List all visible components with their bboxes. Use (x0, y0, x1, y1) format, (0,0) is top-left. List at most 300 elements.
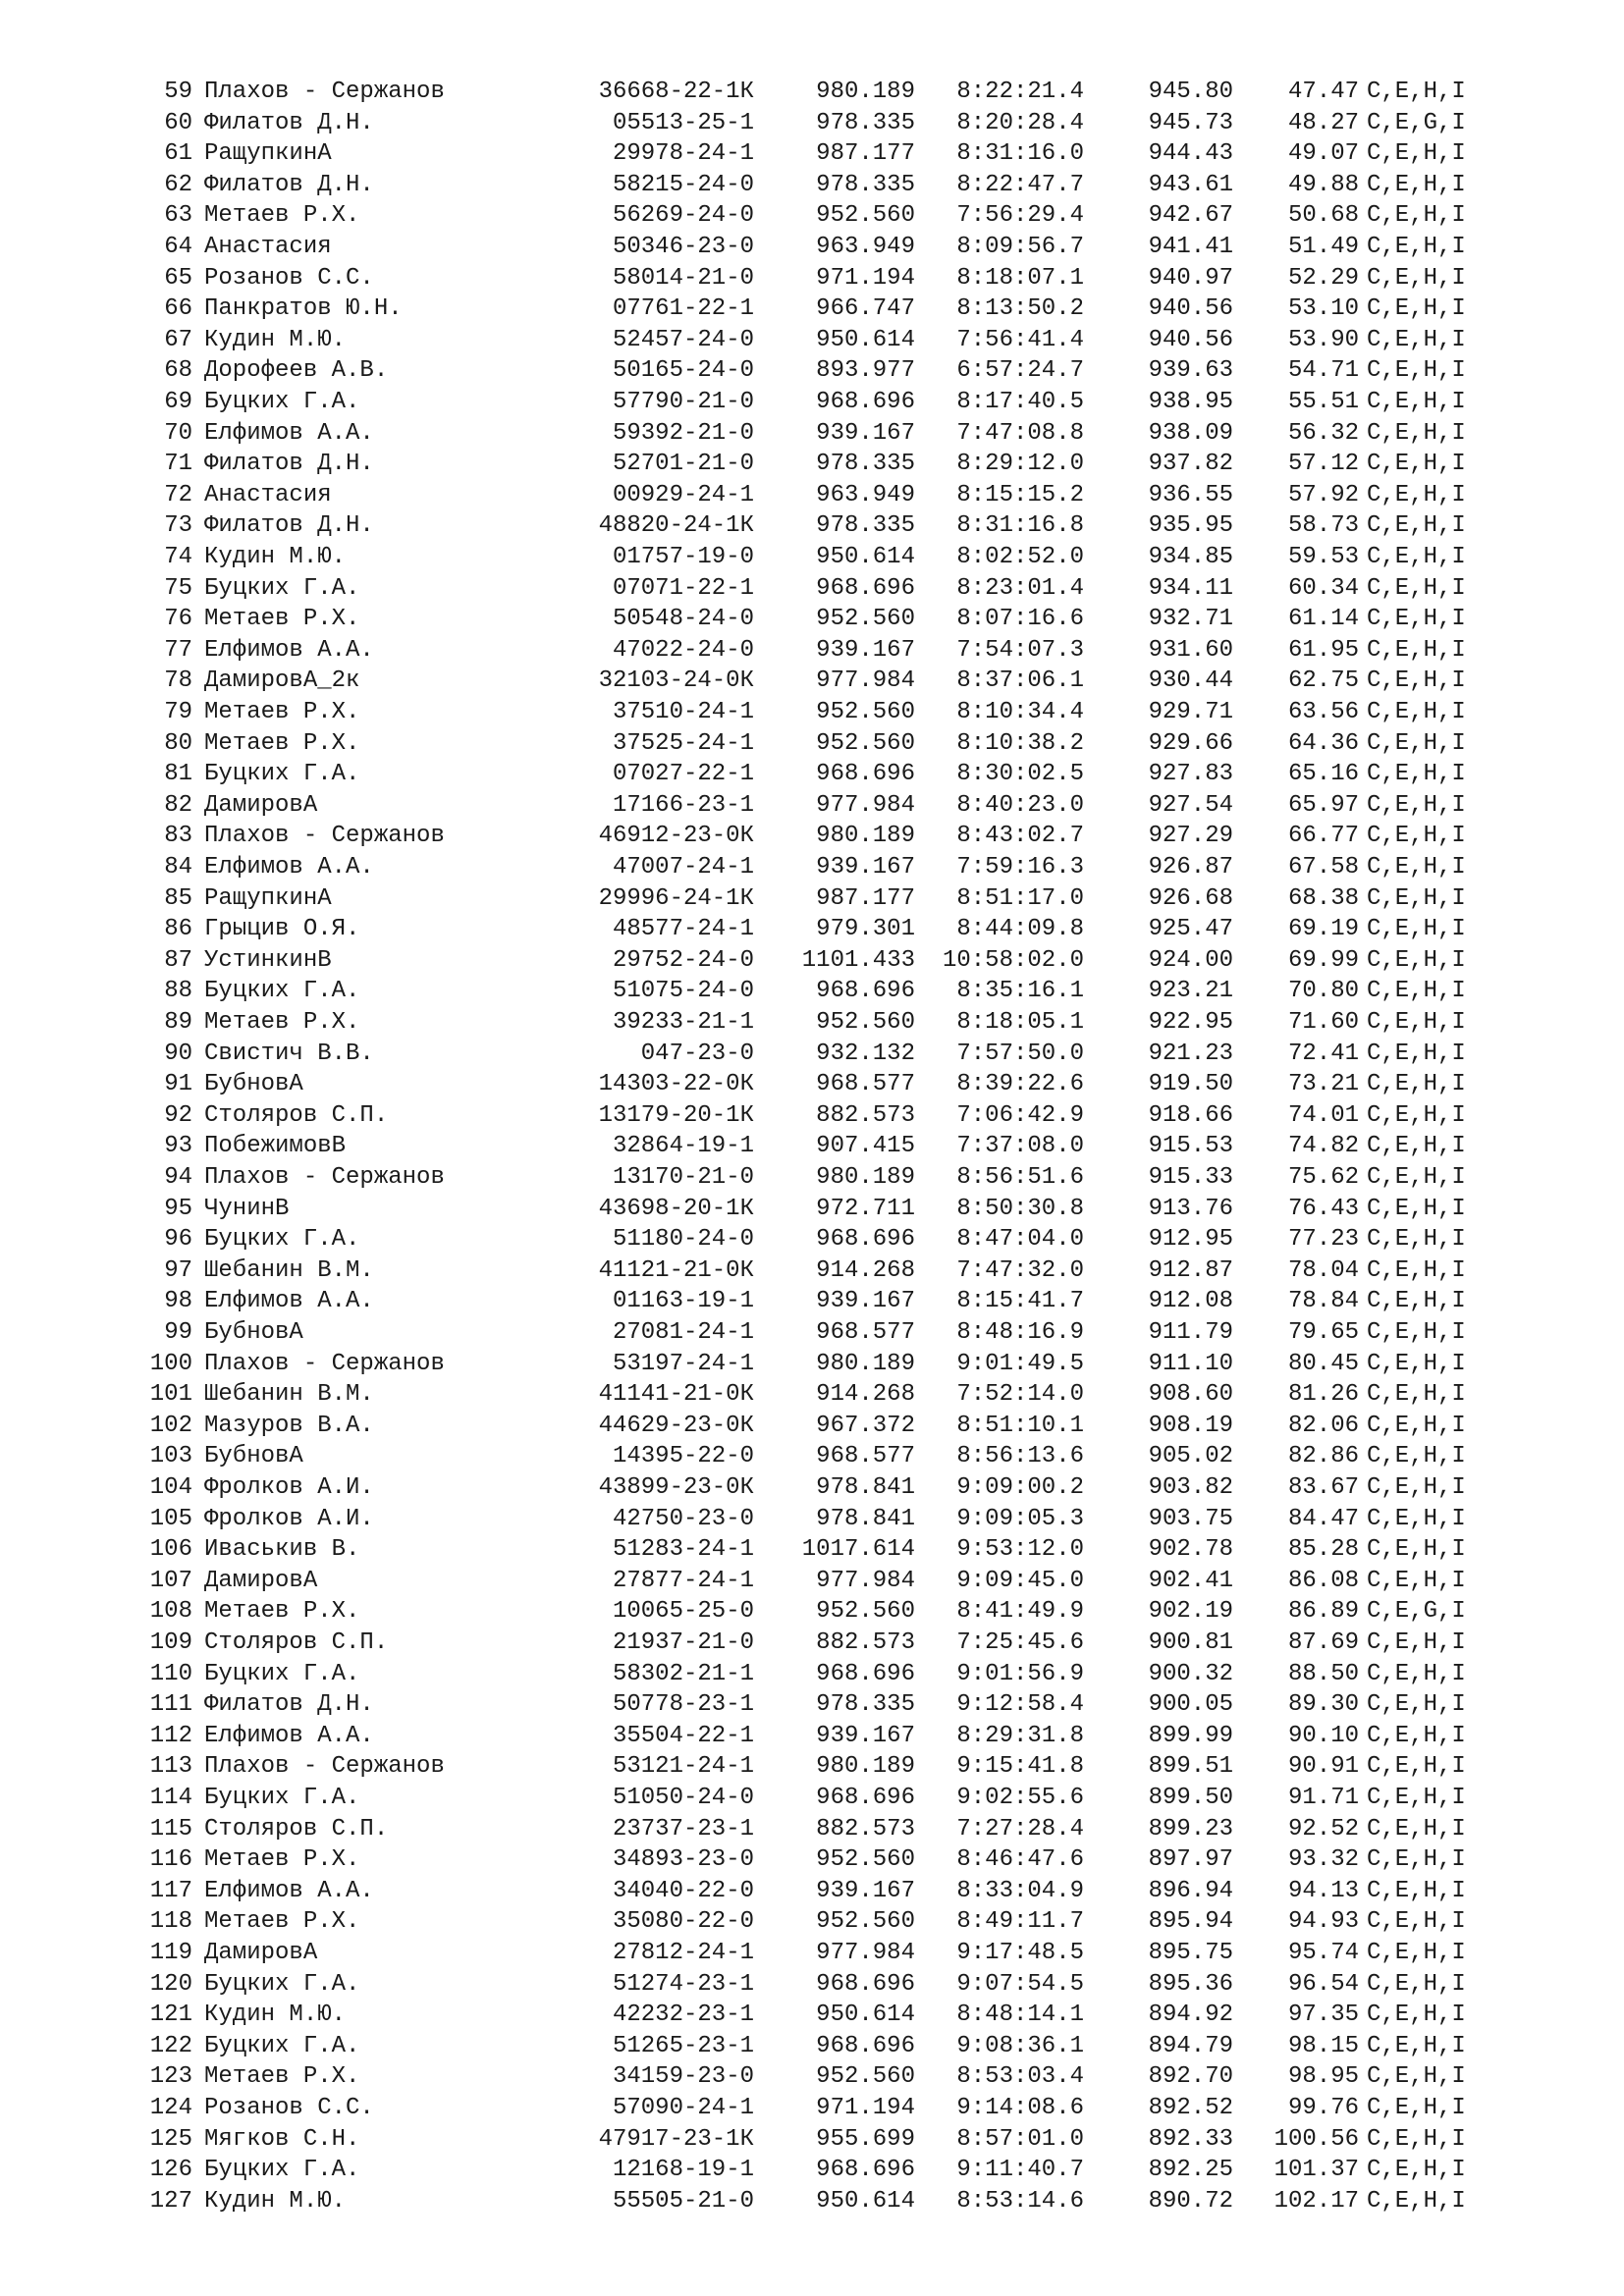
flight-time: 9:09:45.0 (956, 1567, 1084, 1594)
participant-name: Плахов - Сержанов (204, 1164, 445, 1191)
flight-time: 8:02:52.0 (956, 544, 1084, 570)
speed-value: 894.79 (1148, 2032, 1233, 2059)
score-value: 70.80 (1287, 978, 1359, 1005)
participant-name: ПобежимовВ (204, 1133, 347, 1160)
flight-time: 10:58:02.0 (942, 946, 1084, 974)
ring-code: 47022-24-0 (612, 636, 754, 664)
rank-number: 78 (164, 667, 192, 695)
ring-code: 07761-22-1 (612, 295, 754, 323)
rank-number: 86 (164, 916, 192, 943)
participant-name: БубновА (204, 1443, 303, 1470)
speed-value: 918.66 (1148, 1101, 1233, 1129)
category-flags: C,E,H,I (1367, 699, 1466, 725)
table-row (0, 449, 1624, 479)
score-value: 72.41 (1287, 1040, 1359, 1067)
score-value: 98.95 (1287, 2063, 1359, 2091)
distance-value: 980.189 (816, 79, 915, 105)
rank-number: 83 (164, 823, 192, 850)
ring-code: 13179-20-1К (598, 1101, 754, 1129)
speed-value: 899.99 (1148, 1722, 1233, 1749)
speed-value: 934.85 (1148, 544, 1233, 570)
participant-name: Буцких Г.А. (204, 2032, 360, 2059)
flight-time: 9:08:36.1 (956, 2032, 1084, 2059)
category-flags: C,E,H,I (1367, 1288, 1466, 1315)
speed-value: 894.92 (1148, 2002, 1233, 2029)
category-flags: C,E,H,I (1367, 2125, 1466, 2153)
distance-value: 950.614 (816, 326, 915, 353)
ring-code: 01757-19-0 (612, 544, 754, 570)
table-row (0, 232, 1624, 262)
speed-value: 939.63 (1148, 357, 1233, 385)
table-row (0, 1906, 1624, 1937)
speed-value: 903.82 (1148, 1474, 1233, 1501)
distance-value: 882.573 (816, 1101, 915, 1129)
table-row (0, 821, 1624, 851)
distance-value: 971.194 (816, 264, 915, 292)
rank-number: 67 (164, 326, 192, 353)
category-flags: C,E,H,I (1367, 295, 1466, 323)
speed-value: 923.21 (1148, 978, 1233, 1005)
speed-value: 940.56 (1148, 295, 1233, 323)
score-value: 66.77 (1287, 823, 1359, 850)
rank-number: 96 (164, 1226, 192, 1254)
score-value: 49.07 (1287, 140, 1359, 168)
ring-code: 01163-19-1 (612, 1288, 754, 1315)
flight-time: 9:11:40.7 (956, 2157, 1084, 2184)
category-flags: C,E,H,I (1367, 1536, 1466, 1564)
participant-name: БубновА (204, 1319, 303, 1346)
speed-value: 895.94 (1148, 1908, 1233, 1936)
flight-time: 9:01:56.9 (956, 1660, 1084, 1687)
table-row (0, 852, 1624, 882)
category-flags: C,E,H,I (1367, 574, 1466, 602)
score-value: 69.99 (1287, 946, 1359, 974)
participant-name: Кудин М.Ю. (204, 326, 347, 353)
category-flags: C,E,H,I (1367, 326, 1466, 353)
speed-value: 905.02 (1148, 1443, 1233, 1470)
table-row (0, 418, 1624, 449)
rank-number: 117 (149, 1877, 192, 1904)
flight-time: 7:52:14.0 (956, 1381, 1084, 1409)
score-value: 95.74 (1287, 1940, 1359, 1966)
table-row (0, 542, 1624, 572)
speed-value: 931.60 (1148, 636, 1233, 664)
category-flags: C,E,H,I (1367, 1908, 1466, 1936)
distance-value: 907.415 (816, 1133, 915, 1160)
rank-number: 104 (149, 1474, 192, 1501)
rank-number: 109 (149, 1629, 192, 1656)
score-value: 60.34 (1287, 574, 1359, 602)
rank-number: 110 (149, 1660, 192, 1687)
rank-number: 88 (164, 978, 192, 1005)
category-flags: C,E,H,I (1367, 2187, 1466, 2215)
category-flags: C,E,H,I (1367, 854, 1466, 881)
ring-code: 32103-24-0К (598, 667, 754, 695)
score-value: 61.95 (1287, 636, 1359, 664)
distance-value: 882.573 (816, 1629, 915, 1656)
flight-time: 8:56:51.6 (956, 1164, 1084, 1191)
flight-time: 8:29:12.0 (956, 451, 1084, 478)
speed-value: 936.55 (1148, 481, 1233, 508)
participant-name: Анастасия (204, 234, 332, 260)
participant-name: Метаев Р.Х. (204, 1009, 360, 1036)
rank-number: 111 (149, 1691, 192, 1719)
flight-time: 8:10:38.2 (956, 729, 1084, 757)
participant-name: Метаев Р.Х. (204, 606, 360, 633)
flight-time: 8:37:06.1 (956, 667, 1084, 695)
category-flags: C,E,H,I (1367, 2032, 1466, 2059)
distance-value: 978.335 (816, 512, 915, 540)
flight-time: 7:57:50.0 (956, 1040, 1084, 1067)
rank-number: 99 (164, 1319, 192, 1346)
speed-value: 940.56 (1148, 326, 1233, 353)
flight-time: 8:39:22.6 (956, 1071, 1084, 1098)
rank-number: 103 (149, 1443, 192, 1470)
distance-value: 980.189 (816, 1350, 915, 1377)
table-row (0, 1876, 1624, 1906)
speed-value: 897.97 (1148, 1846, 1233, 1874)
flight-time: 8:33:04.9 (956, 1877, 1084, 1904)
speed-value: 899.51 (1148, 1753, 1233, 1781)
distance-value: 914.268 (816, 1381, 915, 1409)
score-value: 78.84 (1287, 1288, 1359, 1315)
flight-time: 7:25:45.6 (956, 1629, 1084, 1656)
table-row (0, 1007, 1624, 1038)
flight-time: 9:14:08.6 (956, 2095, 1084, 2121)
flight-time: 9:15:41.8 (956, 1753, 1084, 1781)
distance-value: 952.560 (816, 606, 915, 633)
speed-value: 919.50 (1148, 1071, 1233, 1098)
rank-number: 85 (164, 884, 192, 912)
ring-code: 51265-23-1 (612, 2032, 754, 2059)
distance-value: 952.560 (816, 2063, 915, 2091)
flight-time: 6:57:24.7 (956, 357, 1084, 385)
category-flags: C,E,H,I (1367, 1877, 1466, 1904)
score-value: 75.62 (1287, 1164, 1359, 1191)
ring-code: 55505-21-0 (612, 2187, 754, 2215)
score-value: 57.92 (1287, 481, 1359, 508)
speed-value: 902.19 (1148, 1598, 1233, 1626)
speed-value: 937.82 (1148, 451, 1233, 478)
speed-value: 929.71 (1148, 699, 1233, 725)
category-flags: C,E,H,I (1367, 1071, 1466, 1098)
table-row (0, 1131, 1624, 1161)
score-value: 58.73 (1287, 512, 1359, 540)
category-flags: C,E,G,I (1367, 109, 1466, 136)
participant-name: Буцких Г.А. (204, 978, 360, 1005)
table-row (0, 1472, 1624, 1503)
score-value: 80.45 (1287, 1350, 1359, 1377)
rank-number: 101 (149, 1381, 192, 1409)
participant-name: Буцких Г.А. (204, 574, 360, 602)
category-flags: C,E,H,I (1367, 1785, 1466, 1811)
rank-number: 69 (164, 389, 192, 415)
distance-value: 980.189 (816, 823, 915, 850)
rank-number: 60 (164, 109, 192, 136)
ring-code: 29752-24-0 (612, 946, 754, 974)
speed-value: 900.81 (1148, 1629, 1233, 1656)
rank-number: 108 (149, 1598, 192, 1626)
speed-value: 926.87 (1148, 854, 1233, 881)
distance-value: 978.335 (816, 109, 915, 136)
participant-name: Фролков А.И. (204, 1505, 374, 1532)
distance-value: 968.696 (816, 2032, 915, 2059)
score-value: 79.65 (1287, 1319, 1359, 1346)
speed-value: 927.29 (1148, 823, 1233, 850)
flight-time: 8:48:16.9 (956, 1319, 1084, 1346)
distance-value: 978.841 (816, 1474, 915, 1501)
speed-value: 942.67 (1148, 202, 1233, 230)
rank-number: 115 (149, 1815, 192, 1842)
category-flags: C,E,H,I (1367, 1381, 1466, 1409)
flight-time: 8:51:17.0 (956, 884, 1084, 912)
score-value: 78.04 (1287, 1256, 1359, 1284)
speed-value: 896.94 (1148, 1877, 1233, 1904)
ring-code: 43899-23-0К (598, 1474, 754, 1501)
distance-value: 952.560 (816, 1908, 915, 1936)
ring-code: 34040-22-0 (612, 1877, 754, 1904)
table-row (0, 883, 1624, 914)
flight-time: 7:47:32.0 (956, 1256, 1084, 1284)
ring-code: 53197-24-1 (612, 1350, 754, 1377)
speed-value: 926.68 (1148, 884, 1233, 912)
speed-value: 930.44 (1148, 667, 1233, 695)
ring-code: 42232-23-1 (612, 2002, 754, 2029)
table-row (0, 1689, 1624, 1720)
rank-number: 100 (149, 1350, 192, 1377)
rank-number: 92 (164, 1101, 192, 1129)
flight-time: 8:46:47.6 (956, 1846, 1084, 1874)
ring-code: 59392-21-0 (612, 419, 754, 447)
flight-time: 8:43:02.7 (956, 823, 1084, 850)
distance-value: 939.167 (816, 419, 915, 447)
ring-code: 37525-24-1 (612, 729, 754, 757)
category-flags: C,E,H,I (1367, 1474, 1466, 1501)
score-value: 65.97 (1287, 791, 1359, 819)
participant-name: Метаев Р.Х. (204, 729, 360, 757)
speed-value: 925.47 (1148, 916, 1233, 943)
flight-time: 9:02:55.6 (956, 1785, 1084, 1811)
category-flags: C,E,H,I (1367, 946, 1466, 974)
distance-value: 893.977 (816, 357, 915, 385)
score-value: 97.35 (1287, 2002, 1359, 2029)
category-flags: C,E,H,I (1367, 1226, 1466, 1254)
distance-value: 977.984 (816, 1940, 915, 1966)
table-row (0, 1411, 1624, 1441)
table-row (0, 1969, 1624, 2000)
rank-number: 62 (164, 171, 192, 198)
table-row (0, 945, 1624, 976)
rank-number: 82 (164, 791, 192, 819)
table-row (0, 387, 1624, 417)
flight-time: 7:54:07.3 (956, 636, 1084, 664)
distance-value: 968.696 (816, 389, 915, 415)
score-value: 94.93 (1287, 1908, 1359, 1936)
flight-time: 8:15:15.2 (956, 481, 1084, 508)
table-row (0, 77, 1624, 107)
flight-time: 8:22:21.4 (956, 79, 1084, 105)
speed-value: 902.41 (1148, 1567, 1233, 1594)
participant-name: БубновА (204, 1071, 303, 1098)
table-row (0, 790, 1624, 821)
speed-value: 900.32 (1148, 1660, 1233, 1687)
category-flags: C,E,H,I (1367, 729, 1466, 757)
ring-code: 07071-22-1 (612, 574, 754, 602)
ring-code: 34893-23-0 (612, 1846, 754, 1874)
rank-number: 120 (149, 1970, 192, 1998)
distance-value: 978.841 (816, 1505, 915, 1532)
score-value: 55.51 (1287, 389, 1359, 415)
table-row (0, 1039, 1624, 1069)
rank-number: 91 (164, 1071, 192, 1098)
ring-code: 52701-21-0 (612, 451, 754, 478)
score-value: 90.91 (1287, 1753, 1359, 1781)
category-flags: C,E,H,I (1367, 481, 1466, 508)
rank-number: 64 (164, 234, 192, 260)
distance-value: 939.167 (816, 636, 915, 664)
speed-value: 892.52 (1148, 2095, 1233, 2121)
speed-value: 899.50 (1148, 1785, 1233, 1811)
distance-value: 950.614 (816, 2002, 915, 2029)
score-value: 96.54 (1287, 1970, 1359, 1998)
speed-value: 892.25 (1148, 2157, 1233, 2184)
distance-value: 1101.433 (801, 946, 915, 974)
flight-time: 8:30:02.5 (956, 761, 1084, 788)
ring-code: 51075-24-0 (612, 978, 754, 1005)
participant-name: Метаев Р.Х. (204, 1846, 360, 1874)
table-row (0, 1255, 1624, 1286)
ring-code: 52457-24-0 (612, 326, 754, 353)
participant-name: Буцких Г.А. (204, 2157, 360, 2184)
distance-value: 978.335 (816, 171, 915, 198)
rank-number: 61 (164, 140, 192, 168)
score-value: 84.47 (1287, 1505, 1359, 1532)
table-row (0, 1534, 1624, 1565)
score-value: 48.27 (1287, 109, 1359, 136)
rank-number: 71 (164, 451, 192, 478)
participant-name: ДамировА (204, 791, 318, 819)
participant-name: ДамировА (204, 1567, 318, 1594)
speed-value: 903.75 (1148, 1505, 1233, 1532)
table-row (0, 1224, 1624, 1255)
ring-code: 53121-24-1 (612, 1753, 754, 1781)
category-flags: C,E,H,I (1367, 1133, 1466, 1160)
participant-name: Панкратов Ю.Н. (204, 295, 403, 323)
rank-number: 116 (149, 1846, 192, 1874)
distance-value: 914.268 (816, 1256, 915, 1284)
category-flags: C,E,H,I (1367, 667, 1466, 695)
rank-number: 75 (164, 574, 192, 602)
speed-value: 915.33 (1148, 1164, 1233, 1191)
speed-value: 945.80 (1148, 79, 1233, 105)
participant-name: Буцких Г.А. (204, 761, 360, 788)
flight-time: 9:09:00.2 (956, 1474, 1084, 1501)
distance-value: 939.167 (816, 1722, 915, 1749)
speed-value: 935.95 (1148, 512, 1233, 540)
category-flags: C,E,H,I (1367, 1629, 1466, 1656)
score-value: 86.08 (1287, 1567, 1359, 1594)
rank-number: 95 (164, 1195, 192, 1222)
distance-value: 968.577 (816, 1071, 915, 1098)
rank-number: 76 (164, 606, 192, 633)
distance-value: 977.984 (816, 1567, 915, 1594)
participant-name: Дорофеев А.В. (204, 357, 389, 385)
score-value: 59.53 (1287, 544, 1359, 570)
score-value: 81.26 (1287, 1381, 1359, 1409)
table-row (0, 355, 1624, 386)
flight-time: 8:35:16.1 (956, 978, 1084, 1005)
score-value: 51.49 (1287, 234, 1359, 260)
distance-value: 978.335 (816, 1691, 915, 1719)
category-flags: C,E,H,I (1367, 978, 1466, 1005)
distance-value: 980.189 (816, 1753, 915, 1781)
score-value: 92.52 (1287, 1815, 1359, 1842)
participant-name: Елфимов А.А. (204, 1288, 374, 1315)
category-flags: C,E,H,I (1367, 264, 1466, 292)
ring-code: 41121-21-0К (598, 1256, 754, 1284)
ring-code: 23737-23-1 (612, 1815, 754, 1842)
category-flags: C,E,H,I (1367, 1319, 1466, 1346)
flight-time: 8:50:30.8 (956, 1195, 1084, 1222)
table-row (0, 1783, 1624, 1813)
flight-time: 8:13:50.2 (956, 295, 1084, 323)
flight-time: 7:56:41.4 (956, 326, 1084, 353)
ring-code: 51180-24-0 (612, 1226, 754, 1254)
table-row (0, 666, 1624, 696)
table-row (0, 604, 1624, 634)
participant-name: Столяров С.П. (204, 1815, 389, 1842)
speed-value: 941.41 (1148, 234, 1233, 260)
rank-number: 81 (164, 761, 192, 788)
participant-name: Столяров С.П. (204, 1629, 389, 1656)
score-value: 54.71 (1287, 357, 1359, 385)
ring-code: 43698-20-1К (598, 1195, 754, 1222)
category-flags: C,E,H,I (1367, 1256, 1466, 1284)
rank-number: 87 (164, 946, 192, 974)
participant-name: УстинкинВ (204, 946, 332, 974)
participant-name: Шебанин В.М. (204, 1381, 374, 1409)
flight-time: 8:47:04.0 (956, 1226, 1084, 1254)
flight-time: 8:51:10.1 (956, 1412, 1084, 1439)
speed-value: 899.23 (1148, 1815, 1233, 1842)
table-row (0, 2093, 1624, 2123)
distance-value: 963.949 (816, 481, 915, 508)
flight-time: 7:37:08.0 (956, 1133, 1084, 1160)
speed-value: 938.95 (1148, 389, 1233, 415)
rank-number: 119 (149, 1940, 192, 1966)
score-value: 93.32 (1287, 1846, 1359, 1874)
table-row (0, 1628, 1624, 1658)
speed-value: 945.73 (1148, 109, 1233, 136)
participant-name: ДамировА_2к (204, 667, 360, 695)
participant-name: Кудин М.Ю. (204, 544, 347, 570)
ring-code: 50778-23-1 (612, 1691, 754, 1719)
distance-value: 968.577 (816, 1443, 915, 1470)
category-flags: C,E,G,I (1367, 1598, 1466, 1626)
score-value: 91.71 (1287, 1785, 1359, 1811)
score-value: 53.10 (1287, 295, 1359, 323)
table-row (0, 1100, 1624, 1131)
rank-number: 79 (164, 699, 192, 725)
ring-code: 37510-24-1 (612, 699, 754, 725)
participant-name: Розанов С.С. (204, 2095, 374, 2121)
participant-name: РащупкинА (204, 140, 332, 168)
ring-code: 35080-22-0 (612, 1908, 754, 1936)
score-value: 86.89 (1287, 1598, 1359, 1626)
distance-value: 987.177 (816, 140, 915, 168)
category-flags: C,E,H,I (1367, 1815, 1466, 1842)
score-value: 47.47 (1287, 79, 1359, 105)
